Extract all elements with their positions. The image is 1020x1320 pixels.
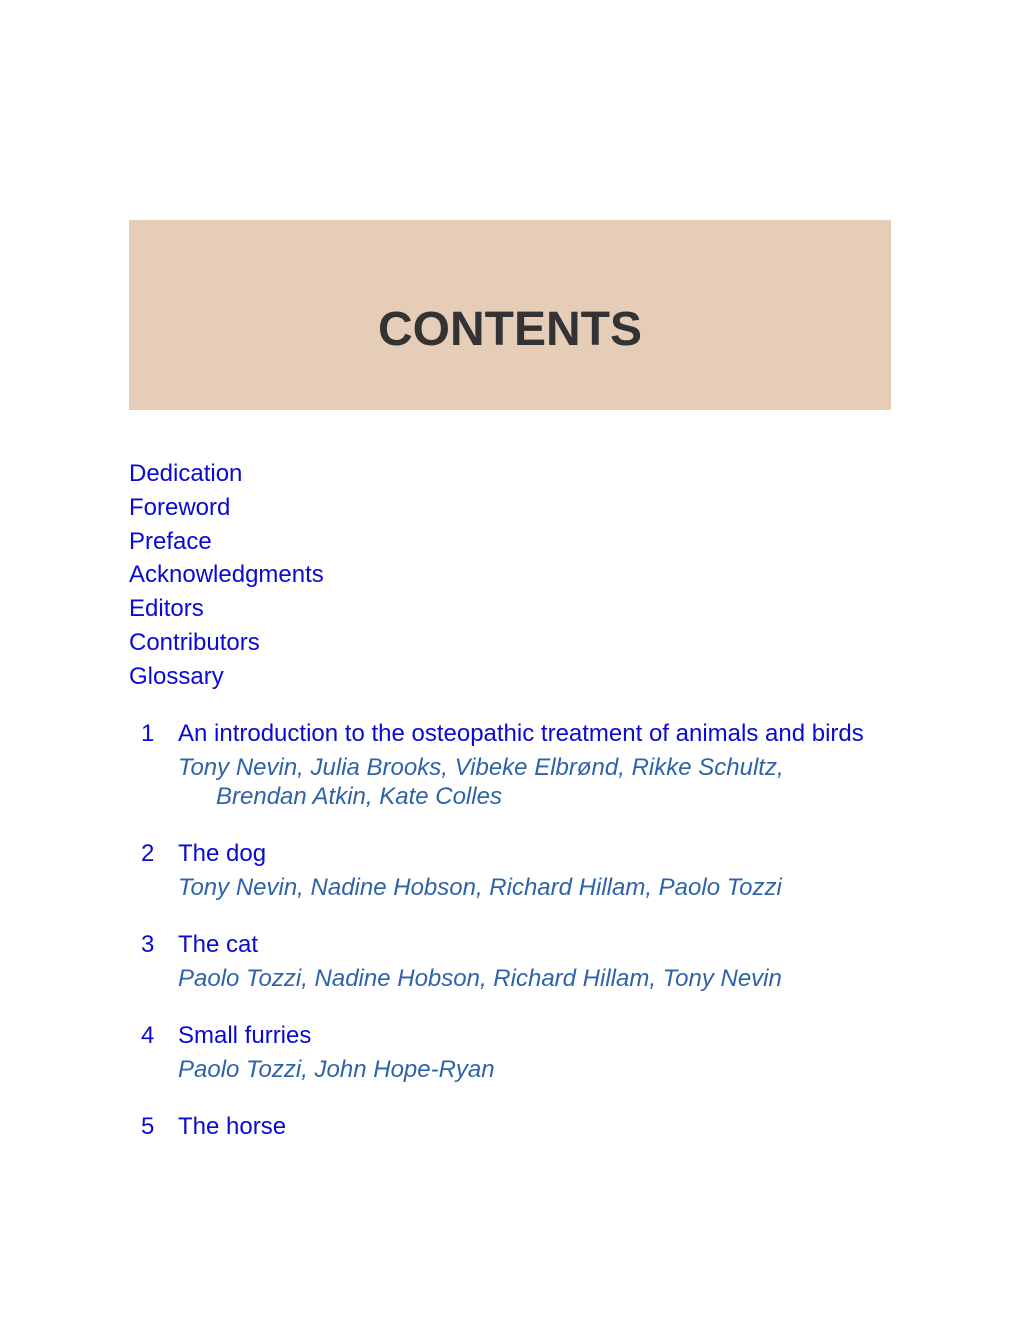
chapter-body — [178, 839, 869, 902]
chapter-entry-4 — [129, 1021, 869, 1084]
chapter-body — [178, 1112, 869, 1141]
chapter-title-link[interactable]: The dog — [178, 840, 267, 867]
chapter-list — [129, 719, 869, 1169]
toc-link-preface[interactable]: Preface — [129, 527, 212, 555]
chapter-entry-2 — [129, 839, 869, 902]
chapter-number: 2 — [141, 840, 155, 867]
chapter-title-link[interactable]: The horse — [178, 1113, 287, 1140]
chapter-number: 5 — [141, 1113, 155, 1140]
front-matter-list — [129, 457, 324, 694]
toc-link-foreword[interactable]: Foreword — [129, 493, 231, 521]
chapter-authors: Tony Nevin, Nadine Hobson, Richard Hillam, Paolo Tozzi — [178, 874, 782, 901]
page-title: CONTENTS — [378, 303, 642, 356]
chapter-entry-1 — [129, 719, 869, 811]
chapter-authors: Paolo Tozzi, John Hope-Ryan — [178, 1056, 495, 1083]
chapter-number: 4 — [141, 1022, 155, 1049]
chapter-title-link[interactable]: The cat — [178, 931, 259, 958]
toc-link-glossary[interactable]: Glossary — [129, 662, 224, 690]
chapter-authors: Tony Nevin, Julia Brooks, Vibeke Elbrønd, Rikke Schultz, Brendan Atkin, Kate Colles — [178, 754, 784, 810]
chapter-authors: Paolo Tozzi, Nadine Hobson, Richard Hillam, Tony Nevin — [178, 965, 782, 992]
chapter-entry-5 — [129, 1112, 869, 1141]
toc-link-dedication[interactable]: Dedication — [129, 460, 243, 487]
toc-link-contributors[interactable]: Contributors — [129, 628, 260, 656]
toc-link-acknowledgments[interactable]: Acknowledgments — [129, 561, 324, 589]
chapter-body — [178, 1021, 869, 1084]
chapter-title-link[interactable]: Small furries — [178, 1022, 312, 1049]
toc-link-editors[interactable]: Editors — [129, 595, 204, 623]
chapter-number: 1 — [141, 720, 155, 747]
chapter-entry-3 — [129, 930, 869, 993]
chapter-title-link[interactable]: An introduction to the osteopathic treatment of animals and birds — [178, 720, 864, 747]
chapter-body — [178, 719, 869, 811]
contents-banner — [129, 220, 891, 410]
chapter-body — [178, 930, 869, 993]
chapter-number: 3 — [141, 931, 155, 958]
